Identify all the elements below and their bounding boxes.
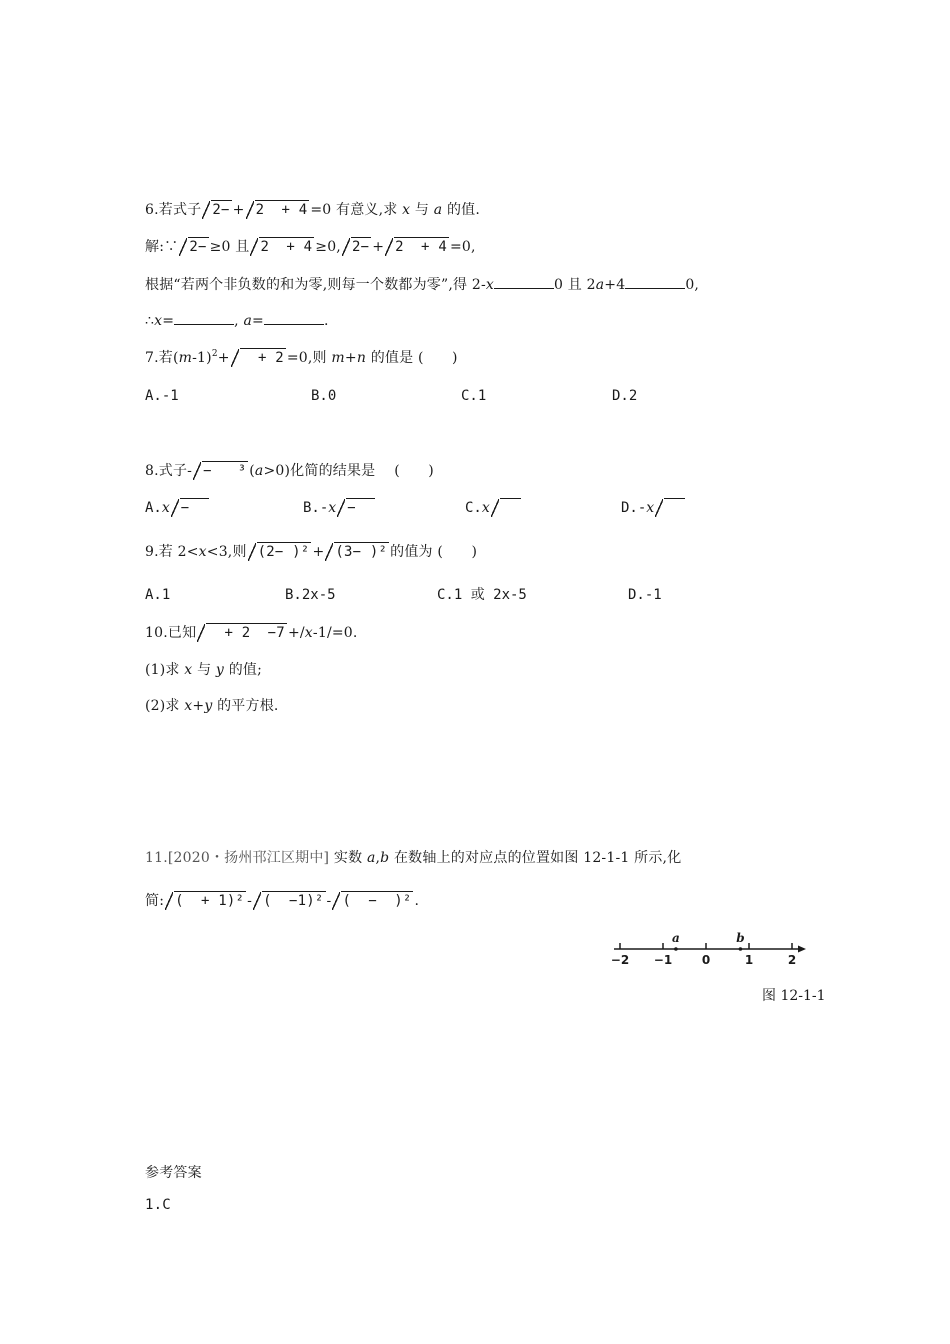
q9-option-c[interactable]: C.1 或 2x-5 [437,587,527,603]
q10-sub1: (1)求 x 与 y 的值; [145,662,263,678]
radical: 2 + 4 [385,237,449,257]
radical: (3− )² [325,542,389,562]
q10-stem: 10.已知 + 2 −7 +/x-1/=0. [145,625,358,641]
radical: − [171,498,209,518]
point-a-label: a [672,931,680,945]
radical: 2− [202,200,231,220]
q7-option-c[interactable]: C.1 [461,388,487,404]
axis-tick-label: 0 [701,953,711,967]
radical: 2 + 4 [246,200,310,220]
radical: − [337,498,375,518]
number-line-figure [608,930,812,970]
radical: − ³ [193,461,248,481]
radical: + 2 −7 [197,623,287,643]
radical: 2− [342,237,371,257]
answer-blank[interactable] [494,274,554,289]
axis-tick-label: 2 [787,953,797,967]
q9-option-a[interactable]: A.1 [145,587,171,603]
q7-option-d[interactable]: D.2 [612,388,638,404]
radical: ( − )² [332,891,413,911]
q7-stem: 7.若$(m-1)^2+ + 2 =0$,则 m+n 的值是 ( ) [145,349,458,366]
q7-option-b[interactable]: B.0 [311,388,337,404]
radical: + 2 [231,348,286,368]
answer-1: 1.C [145,1197,171,1213]
radical [655,498,685,518]
q11-source: 11.[2020・扬州邗江区期中] [145,850,330,866]
number-line-svg [608,930,812,970]
axis-tick-label: −1 [653,953,673,967]
q8-option-c[interactable]: C.x [465,498,522,518]
q8-option-a[interactable]: A.x − [145,498,210,518]
q11-stem: 11.[2020・扬州邗江区期中] 实数 a,b 在数轴上的对应点的位置如图 12-1-1 所示,化 [145,850,682,866]
axis-tick-label: 1 [744,953,754,967]
radical: 2 + 4 [250,237,314,257]
q8-option-d[interactable]: D.-x [621,498,686,518]
q10-sub2: (2)求 x+y 的平方根. [145,698,279,714]
q7-option-a[interactable]: A.-1 [145,388,179,404]
point-b-dot [739,947,743,951]
figure-caption: 图 12-1-1 [762,988,826,1004]
q6-stem: 6.若式子 2− + 2 + 4 =0 有意义,求 x 与 a 的值. [145,202,481,218]
answer-blank[interactable] [625,274,685,289]
radical: ( + 1)² [165,891,246,911]
q8-option-b[interactable]: B.-x − [303,498,376,518]
answer-blank-a[interactable] [264,310,324,325]
radical [491,498,521,518]
axis-tick-label: −2 [610,953,630,967]
q9-option-b[interactable]: B.2x-5 [285,587,336,603]
q9-option-d[interactable]: D.-1 [628,587,662,603]
point-a-dot [674,947,678,951]
q9-stem: 9.若 2<x<3,则 (2− )² + (3− )² 的值为 ( ) [145,544,478,560]
axis-arrow-icon [798,946,806,953]
radical: ( −1)² [253,891,325,911]
radical: 2− [179,237,208,257]
q8-stem: 8.式子- − ³ (a>0)化简的结果是 ( ) [145,463,434,479]
radical: (2− )² [248,542,312,562]
answer-blank-x[interactable] [174,310,234,325]
q6-stem-prefix: 6.若式子 [145,202,202,218]
q11-expression: 简: ( + 1)² - ( −1)² - ( − )² . [145,893,420,909]
point-b-label: b [736,931,745,945]
q6-reason: 根据“若两个非负数的和为零,则每一个数都为零”,得 2-x 0 且 2a+4 0, [145,274,699,295]
q6-therefore: ∴x= , a= . [145,310,329,331]
q6-solution: 解:∵ 2− ≥0 且 2 + 4 ≥0, 2− + 2 + 4 =0, [145,239,476,255]
answers-heading: 参考答案 [145,1165,202,1181]
